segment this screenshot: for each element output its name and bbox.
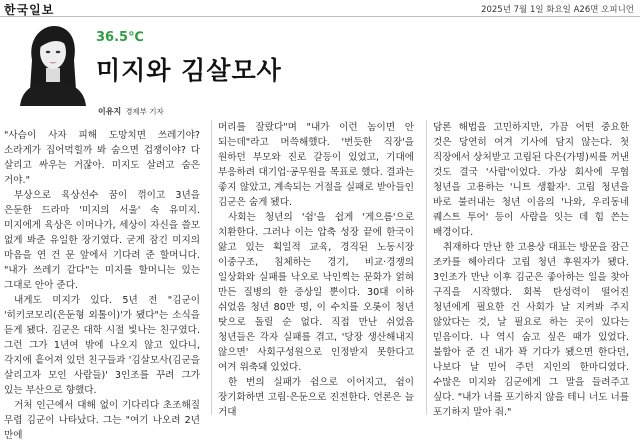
column-series-temperature: 36.5℃ bbox=[96, 30, 144, 45]
dateline: 2025년 7월 1일 화요일 A26면 오피니언 bbox=[481, 5, 634, 15]
byline bbox=[98, 106, 164, 117]
newspaper-logo: 한국일보 bbox=[4, 3, 55, 17]
article-column-2 bbox=[218, 120, 414, 420]
article-paragraph: "사슴이 사자 피해 도망치면 쓰레기야? 소라게가 집어먹힐까 봐 숨으면 겁쟁이야? 다 살리고 싸우는 거잖아. 미지도 살려고 숨은 거야." bbox=[4, 130, 200, 186]
article-paragraph: 내게도 미지가 있다. 5년 전 "김군이 '히키코모리(은둔형 외톨이)'가 됐다"는 소식을 듣게 됐다. 김군은 대학 시절 빛나는 친구였다. 그런 그가 1년여 밖에 나오지 않고 있다니, 각지에 흩어져 있던 친구들과 '김살모사(김군을 살리고자 모인 사람들)' 3인조를 꾸려 그가 있는 부산으로 향했다. bbox=[4, 295, 200, 396]
article-paragraph: 취재하다 만난 한 고용상 대표는 방문을 잠근 조카를 헤아리다 고립 청년 후원자가 됐다. 3인조가 만난 이후 김군은 좋아하는 일을 찾아 구직을 시작했다. 회복 탄성력이 떨어진 청년에게 필요한 건 사회가 날 지켜봐 주지 않았다는 것, 날 필요로 하는 곳이 있다는 믿음이다. 나 역시 숨고 싶은 때가 있었다. 불합아 준 건 내가 꽉 기다가 됐으면 한다던, 나보다 날 믿어 주던 지인의 한마디였다. 수많은 미지와 김군에게 그 말을 들려주고 싶다. "내가 너를 포기하지 않을 테니 너도 너를 포기하지 말아 줘." bbox=[433, 242, 629, 418]
author-portrait bbox=[12, 20, 92, 106]
article-column-1 bbox=[4, 128, 200, 443]
author-role: 경제부 기자 bbox=[125, 107, 164, 116]
article-paragraph: 담론 해법을 고민하지만, 가끔 어떤 중요한 것은 당연히 여겨 기사에 담지 않는다. 첫 직장에서 상처받고 고립된 다은(가명)씨를 꺼낸 것도 결국 '사람'이었다. 가상 회사에 무협 청년을 고용하는 '니트 생활자'. 고립 청년을 바로 불러내는 청년 이음의 '나와, 우리동네 퀘스트 투어' 등이 사람을 잇는 데 힘 쓴는 배경이다. bbox=[433, 122, 629, 238]
article-paragraph: 부상으로 육상선수 꿈이 꺾이고 3년을 은둔한 드라마 '미지의 서울' 속 유미지. 미지에게 육상은 이머나가, 세상이 자신을 쓸모 없게 봐준 유일한 장기였다. 굳게 잠긴 미지의 마음을 연 건 문 앞에서 기다려 준 할머니다. "내가 쓰레기 같다"는 미지를 할머니는 있는 그대로 안아 준다. bbox=[4, 190, 200, 291]
article-paragraph: 거처 인근에서 대해 없이 기다리다 초조해질 무렵 김군이 나타났다. 그는 "여기 나오려 2년 만에 bbox=[4, 400, 200, 441]
masthead bbox=[0, 0, 640, 17]
article-paragraph: 한 번의 실패가 쉼으로 이어지고, 쉼이 장기화하면 고립·은둔으로 진전한다. 언론은 늘 거대 bbox=[218, 377, 414, 418]
headline: 미지와 김살모사 bbox=[96, 56, 282, 85]
author-name: 이유지 bbox=[98, 107, 122, 116]
article-column-3 bbox=[433, 120, 629, 420]
author-portrait-illustration bbox=[12, 20, 92, 106]
column-divider bbox=[211, 120, 212, 415]
column-divider bbox=[426, 120, 427, 415]
article-paragraph: 사회는 청년의 '쉼'을 쉽게 '게으름'으로 치환한다. 그러나 이는 압축 성장 끝에 한국이 앓고 있는 획일적 교육, 경직된 노동시장 이중구조, 침체하는 경기, 비교·경쟁의 일상화와 실패를 낙오로 낙인찍는 문화가 얽혀 만든 질병의 한 증상일 뿐이다. 30대 이하 쉬었음 청년 80만 명, 이 수치를 오롯이 청년 탓으로 돌릴 순 없다. 직접 만난 쉬었음 청년들은 각자 실패를 겪고, '당장 생산해내지 않으면' 사회구성원으로 인정받지 못한다고 여겨 위축돼 있었다. bbox=[218, 212, 414, 373]
article-paragraph: 머리를 잘랐다"며 "내가 이런 놈이면 안 되는데"라고 머쓱해했다. '번듯한 직장'을 원하던 부모와 진로 갈등이 있었고, 기대에 부응하려 대기업·공무원을 목표로 했다. 결과는 좋지 않았고, 계속되는 거절을 실패로 받아들인 김군은 숨게 됐다. bbox=[218, 122, 414, 208]
